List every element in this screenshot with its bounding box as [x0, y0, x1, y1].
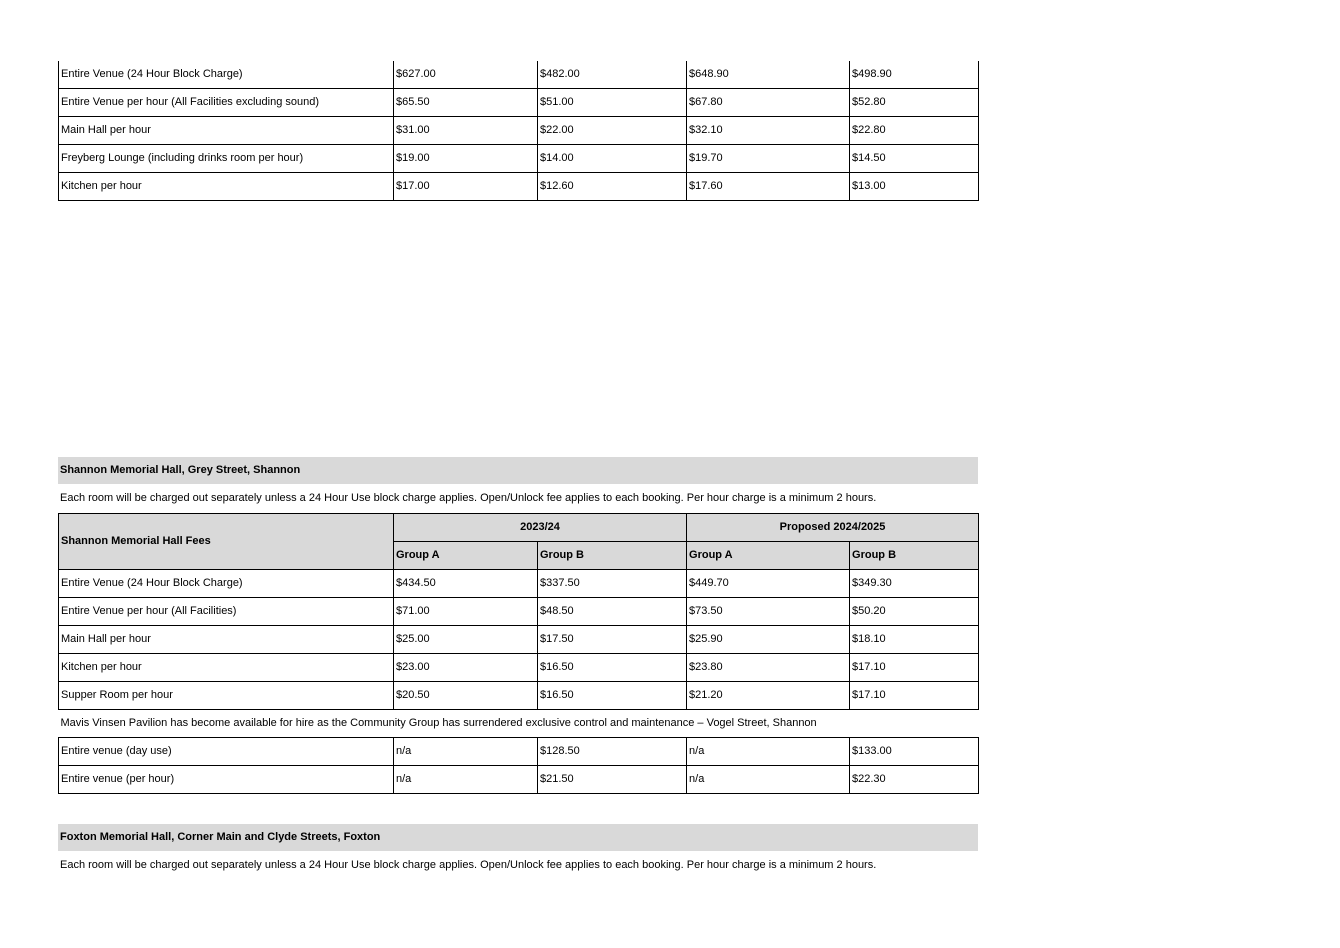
proposed-group-b-fee: $13.00: [850, 173, 979, 201]
table-row: [59, 626, 979, 654]
table-row: [59, 654, 979, 682]
period-current-header: 2023/24: [394, 514, 687, 542]
proposed-group-b-fee: $18.10: [850, 626, 979, 654]
period-proposed-header: Proposed 2024/2025: [687, 514, 979, 542]
current-group-a-fee: $627.00: [394, 61, 538, 89]
proposed-group-a-fee: n/a: [687, 738, 850, 766]
current-group-a-fee: n/a: [394, 766, 538, 794]
proposed-group-a-fee: $17.60: [687, 173, 850, 201]
table-row: [59, 117, 979, 145]
proposed-group-b-fee: $52.80: [850, 89, 979, 117]
proposed-group-a-fee: $32.10: [687, 117, 850, 145]
current-group-b-fee: $16.50: [538, 654, 687, 682]
proposed-group-b-fee: $17.10: [850, 682, 979, 710]
table-row: [59, 145, 979, 173]
current-group-a-fee: $71.00: [394, 598, 538, 626]
table-row: [59, 61, 979, 89]
table-row: [59, 598, 979, 626]
current-group-b-fee: $12.60: [538, 173, 687, 201]
proposed-group-b-fee: $22.80: [850, 117, 979, 145]
proposed-group-b-fee: $22.30: [850, 766, 979, 794]
pavilion-note-row: [59, 710, 979, 738]
proposed-group-a-fee: $23.80: [687, 654, 850, 682]
shannon-section-heading: Shannon Memorial Hall, Grey Street, Shannon: [58, 457, 978, 484]
current-group-b-fee: $51.00: [538, 89, 687, 117]
current-group-b-fee: $337.50: [538, 570, 687, 598]
current-group-a-fee: $25.00: [394, 626, 538, 654]
current-group-a-fee: $65.50: [394, 89, 538, 117]
current-group-b-fee: $482.00: [538, 61, 687, 89]
row-label: Kitchen per hour: [59, 654, 394, 682]
current-group-a-fee: $31.00: [394, 117, 538, 145]
row-label: Entire Venue (24 Hour Block Charge): [59, 61, 394, 89]
proposed-group-a-fee: $449.70: [687, 570, 850, 598]
current-group-a-fee: $23.00: [394, 654, 538, 682]
row-label: Freyberg Lounge (including drinks room per hour): [59, 145, 394, 173]
row-label: Main Hall per hour: [59, 626, 394, 654]
table-row: [59, 682, 979, 710]
row-label: Entire Venue (24 Hour Block Charge): [59, 570, 394, 598]
proposed-group-a-fee: $67.80: [687, 89, 850, 117]
table-row: [59, 766, 979, 794]
current-group-b-fee: $22.00: [538, 117, 687, 145]
table-row: [59, 173, 979, 201]
proposed-group-b-fee: $498.90: [850, 61, 979, 89]
fees-table-body: [59, 61, 979, 201]
row-label: Entire venue (day use): [59, 738, 394, 766]
proposed-group-a-fee: $648.90: [687, 61, 850, 89]
proposed-group-a-fee: $25.90: [687, 626, 850, 654]
current-group-a-fee: $19.00: [394, 145, 538, 173]
table-title: Shannon Memorial Hall Fees: [59, 514, 394, 570]
shannon-fees-table-header: [59, 514, 979, 570]
current-group-b-fee: $128.50: [538, 738, 687, 766]
shannon-charge-note: Each room will be charged out separately unless a 24 Hour Use block charge applies. Open/Unlock fee applies to each booking. Per hour charge is a minimum 2 hours.: [60, 492, 877, 504]
table-row: [59, 89, 979, 117]
foxton-charge-note: Each room will be charged out separately unless a 24 Hour Use block charge applies. Open/Unlock fee applies to each booking. Per hour charge is a minimum 2 hours.: [60, 859, 877, 871]
proposed-group-a-fee: n/a: [687, 766, 850, 794]
table-row: [59, 570, 979, 598]
fees-table-continued: [58, 61, 979, 201]
shannon-fees-table: [58, 513, 979, 794]
group-a-header: Group A: [394, 542, 538, 570]
header-row: [59, 514, 979, 542]
row-label: Main Hall per hour: [59, 117, 394, 145]
proposed-group-a-fee: $73.50: [687, 598, 850, 626]
current-group-b-fee: $16.50: [538, 682, 687, 710]
current-group-a-fee: n/a: [394, 738, 538, 766]
current-group-a-fee: $17.00: [394, 173, 538, 201]
proposed-group-b-fee: $349.30: [850, 570, 979, 598]
row-label: Entire venue (per hour): [59, 766, 394, 794]
shannon-fees-table-body: [59, 570, 979, 794]
current-group-a-fee: $20.50: [394, 682, 538, 710]
group-a-header: Group A: [687, 542, 850, 570]
current-group-a-fee: $434.50: [394, 570, 538, 598]
row-label: Entire Venue per hour (All Facilities): [59, 598, 394, 626]
row-label: Supper Room per hour: [59, 682, 394, 710]
proposed-group-b-fee: $17.10: [850, 654, 979, 682]
current-group-b-fee: $14.00: [538, 145, 687, 173]
proposed-group-b-fee: $14.50: [850, 145, 979, 173]
proposed-group-a-fee: $19.70: [687, 145, 850, 173]
table-row: [59, 738, 979, 766]
proposed-group-a-fee: $21.20: [687, 682, 850, 710]
row-label: Kitchen per hour: [59, 173, 394, 201]
current-group-b-fee: $21.50: [538, 766, 687, 794]
pavilion-note: Mavis Vinsen Pavilion has become available for hire as the Community Group has surrendered exclusive control and maintenance – Vogel Street, Shannon: [59, 710, 979, 738]
row-label: Entire Venue per hour (All Facilities excluding sound): [59, 89, 394, 117]
current-group-b-fee: $48.50: [538, 598, 687, 626]
group-b-header: Group B: [538, 542, 687, 570]
foxton-section-heading: Foxton Memorial Hall, Corner Main and Clyde Streets, Foxton: [58, 824, 978, 851]
current-group-b-fee: $17.50: [538, 626, 687, 654]
group-b-header: Group B: [850, 542, 979, 570]
proposed-group-b-fee: $50.20: [850, 598, 979, 626]
proposed-group-b-fee: $133.00: [850, 738, 979, 766]
